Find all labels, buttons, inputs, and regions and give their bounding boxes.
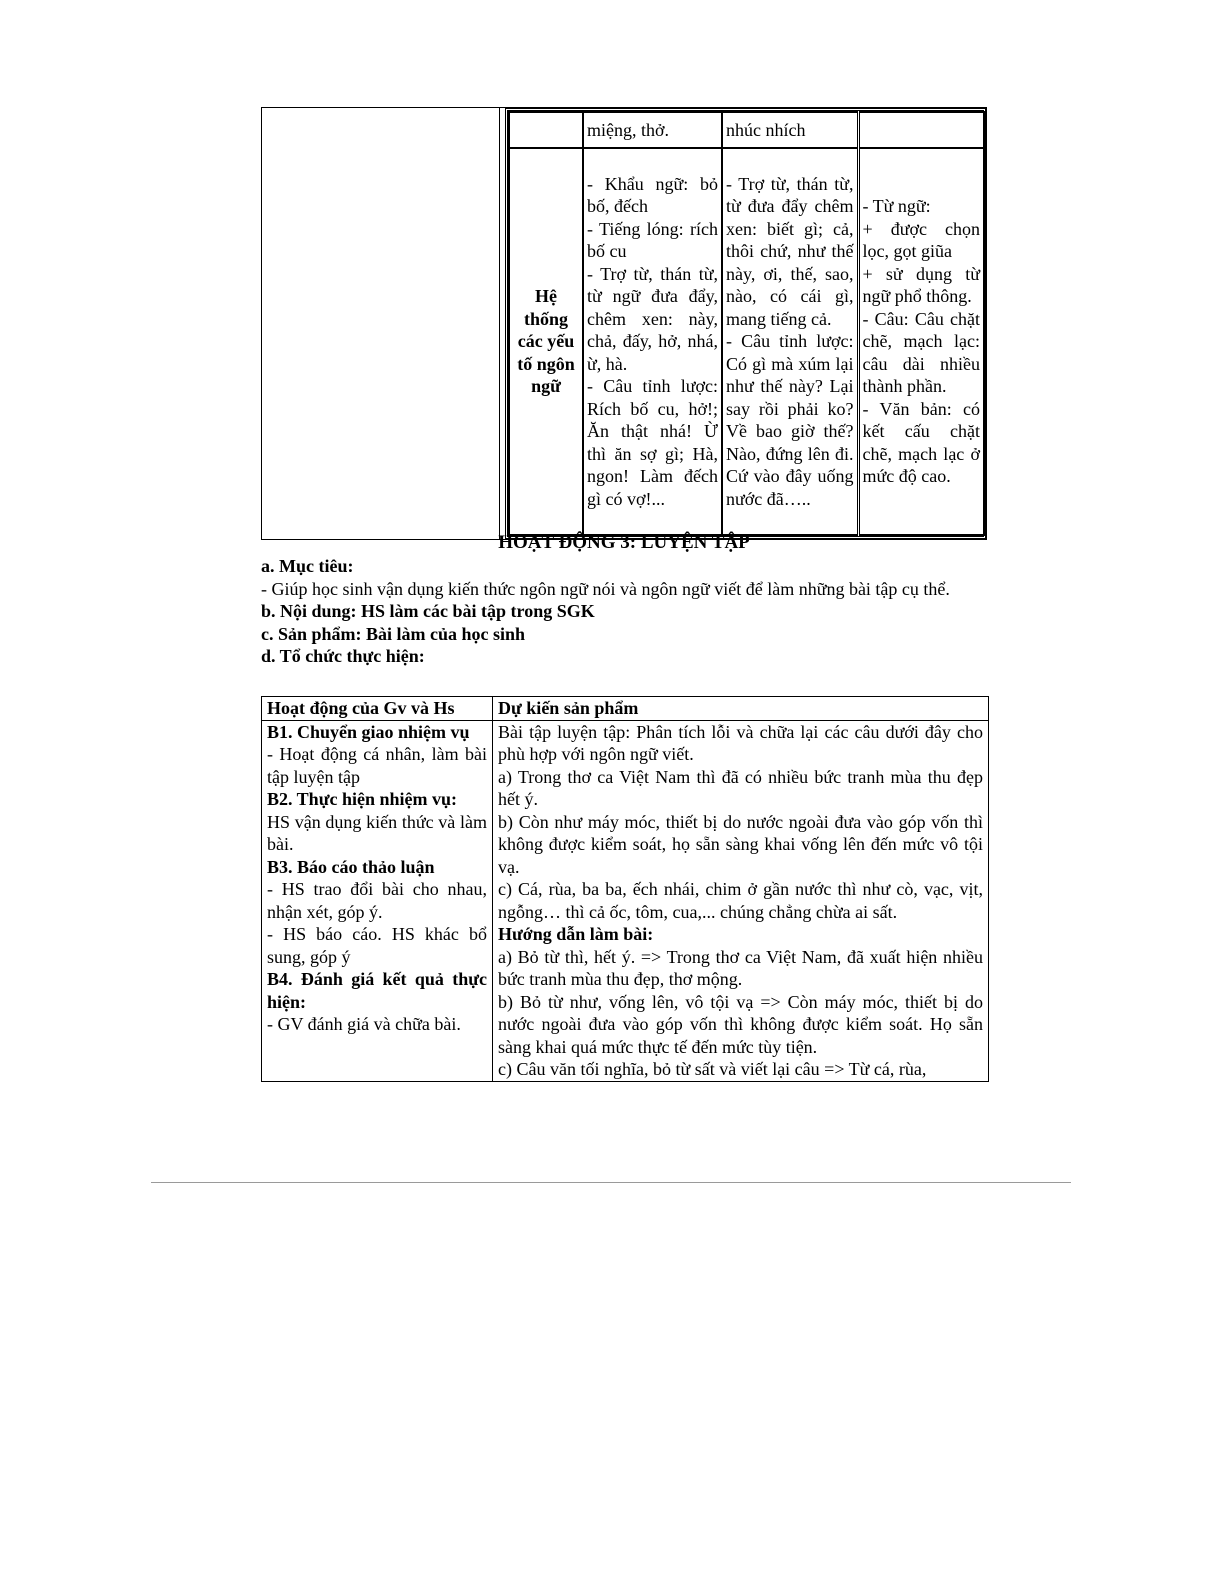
product-line: c. Sản phẩm: Bài làm của học sinh bbox=[261, 623, 526, 644]
row1-spoken-cell: miệng, thở. bbox=[583, 112, 722, 148]
cell-line: - Văn bản: có kết cấu chặt chẽ, mạch lạc ở mức độ cao. bbox=[862, 398, 980, 487]
row2-spoken-cell bbox=[583, 148, 722, 535]
product-line: a) Trong thơ ca Việt Nam thì đã có nhiều bức tranh mùa thu đẹp hết ý. bbox=[498, 766, 983, 809]
row2-example-cell bbox=[722, 148, 858, 535]
cell-line: + được chọn lọc, gọt giũa bbox=[862, 218, 980, 262]
product-line: b) Còn như máy móc, thiết bị do nước ngoài đưa vào góp vốn thì không được kiểm soát, họ sẵn sàng khai vống lên đến mức vô tội vạ. bbox=[498, 811, 983, 877]
objective-text: - Giúp học sinh vận dụng kiến thức ngôn ngữ nói và ngôn ngữ viết để làm những bài tập cụ thể. bbox=[261, 578, 950, 599]
step-line: B2. Thực hiện nhiệm vụ: bbox=[267, 789, 458, 809]
step-line: - HS trao đổi bài cho nhau, nhận xét, góp ý. bbox=[267, 879, 487, 922]
cell-line: + sử dụng từ ngữ phổ thông. bbox=[862, 263, 980, 307]
empty-left-cell bbox=[262, 108, 500, 539]
steps-cell bbox=[262, 720, 493, 1081]
section-objectives bbox=[261, 555, 987, 668]
product-line: Bài tập luyện tập: Phân tích lỗi và chữa lại các câu dưới đây cho phù hợp với ngôn ngữ viết. bbox=[498, 721, 983, 764]
cell-line: - Trợ từ, thán từ, từ ngữ đưa đẩy, chêm xen: này, chả, đấy, hở, nhá, ừ, hà. bbox=[587, 263, 718, 374]
step-line: - Hoạt động cá nhân, làm bài tập luyện tập bbox=[267, 744, 487, 787]
content-line: b. Nội dung: HS làm các bài tập trong SGK bbox=[261, 601, 595, 621]
table-header-row bbox=[262, 697, 989, 721]
row1-example-cell: nhúc nhích bbox=[722, 112, 858, 148]
objective-label: a. Mục tiêu: bbox=[261, 556, 354, 576]
cell-line: - Khẩu ngữ: bỏ bố, đếch bbox=[587, 173, 718, 217]
table-row bbox=[509, 112, 984, 148]
header-expected-product: Dự kiến sản phẩm bbox=[493, 697, 989, 721]
cell-line: - Câu tỉnh lược: Có gì mà xúm lại như thế này? Lại say rồi phải ko? Về bao giờ thế? Nào, đứng lên đi. Cứ vào đây uống nước đã….. bbox=[726, 331, 854, 509]
header-teacher-student: Hoạt động của Gv và Hs bbox=[262, 697, 493, 721]
row1-written-cell bbox=[858, 112, 984, 148]
step-line: HS vận dụng kiến thức và làm bài. bbox=[267, 811, 487, 854]
product-line: Hướng dẫn làm bài: bbox=[498, 924, 654, 944]
page-divider bbox=[151, 1182, 1071, 1183]
section-title: HOẠT ĐỘNG 3: LUYỆN TẬP bbox=[498, 532, 750, 553]
cell-line: - Trợ từ, thán từ, từ đưa đẩy chêm xen: biết gì; cả, thôi chứ, như thế này, ơi, thế, sao, nào, có cái gì, mang tiếng cả. bbox=[726, 173, 854, 329]
table-row bbox=[509, 148, 984, 535]
product-line: a) Bỏ từ thì, hết ý. => Trong thơ ca Việt Nam, đã xuất hiện nhiều bức tranh mùa thu đẹp, thơ mộng. bbox=[498, 946, 983, 989]
row2-written-cell bbox=[858, 148, 984, 535]
comparison-outer-table bbox=[261, 107, 987, 540]
cell-line: - Tiếng lóng: rích bố cu bbox=[587, 218, 718, 262]
product-line: b) Bỏ từ như, vống lên, vô tội vạ => Còn máy móc, thiết bị do nước ngoài đưa vào góp vốn thì không được kiểm soát. Họ sẵn sàng khai quá mức thực tế đến mức tùy tiện. bbox=[498, 991, 983, 1057]
product-line: c) Câu văn tối nghĩa, bỏ từ sất và viết lại câu => Từ cá, rùa, bbox=[498, 1059, 927, 1079]
step-line: B1. Chuyển giao nhiệm vụ bbox=[267, 721, 470, 742]
products-cell bbox=[493, 720, 989, 1081]
step-line: B3. Báo cáo thảo luận bbox=[267, 856, 435, 877]
table-row bbox=[262, 720, 989, 1081]
organization-line: d. Tổ chức thực hiện: bbox=[261, 646, 425, 666]
product-line: c) Cá, rùa, ba ba, ếch nhái, chim ở gần nước thì như cò, vạc, vịt, ngỗng… thì cả ốc, tôm, cua,... chúng chẳng chừa ai sất. bbox=[498, 879, 983, 922]
comparison-inner-table bbox=[505, 108, 986, 539]
cell-line: - Từ ngữ: bbox=[862, 196, 931, 217]
row2-label-cell: Hệ thống các yếu tố ngôn ngữ bbox=[509, 148, 583, 535]
cell-line: - Câu: Câu chặt chẽ, mạch lạc: câu dài nhiều thành phần. bbox=[862, 308, 980, 397]
step-line: - GV đánh giá và chữa bài. bbox=[267, 1014, 461, 1034]
activity-table bbox=[261, 696, 989, 1082]
step-line: B4. Đánh giá kết quả thực hiện: bbox=[267, 969, 487, 1012]
cell-line: - Câu tỉnh lược: Rích bố cu, hở!; Ăn thật nhá! Ừ thì ăn sợ gì; Hà, ngon! Làm đếch gì có vợ!... bbox=[587, 376, 718, 509]
step-line: - HS báo cáo. HS khác bổ sung, góp ý bbox=[267, 924, 487, 967]
row1-label-cell bbox=[509, 112, 583, 148]
